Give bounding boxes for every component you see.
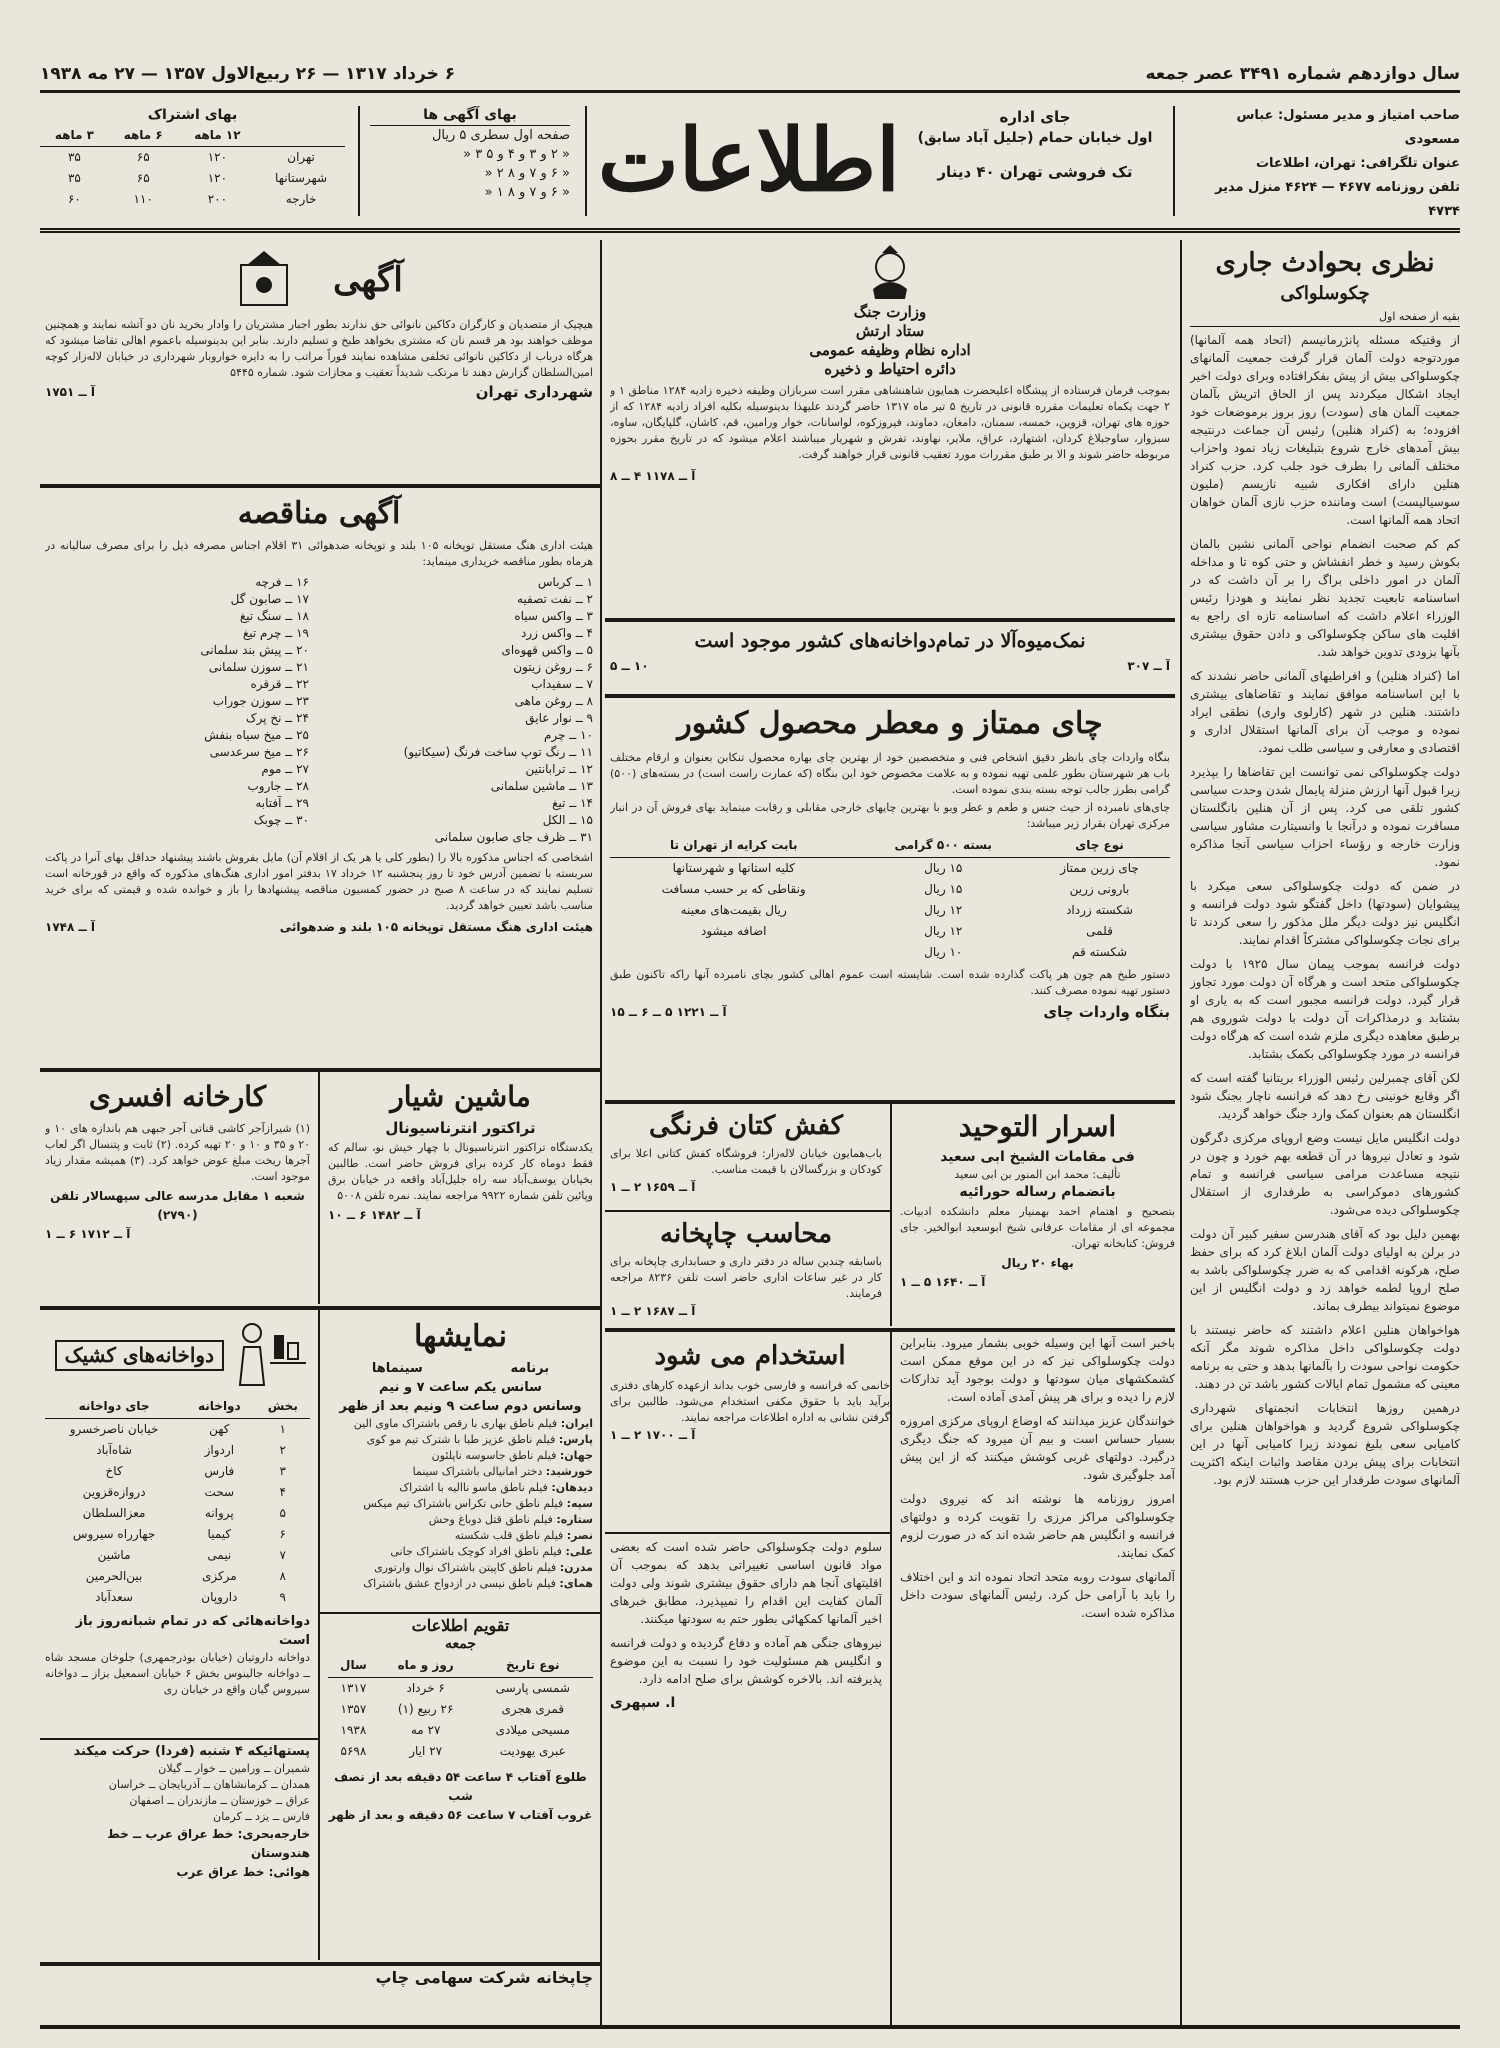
article-paragraph: دولت فرانسه بموجب پیمان سال ۱۹۲۵ با دولت چکوسلواکی متحد است و هرگاه آن دولت مورد تجاوز قرار گیرد. دولت فرانسه مجبور است که به یاری او بشتابد و درمذاکرات آن دولت با دولت شوروی هم برطبق معاهده دیگری ملزم شده است که هرگاه دولت فرانسه در مورد چکوسلواکی بکمک بشتابد.: [1190, 957, 1460, 1061]
tea-cell: ونقاطی که بر حسب مسافت: [661, 882, 806, 896]
issue-info: سال دوازدهم شماره ۳۴۹۱ عصر جمعه: [1145, 64, 1460, 84]
tea-cell: کلیه استانها و شهرستانها: [672, 861, 795, 875]
cinema-name: همای:: [559, 1577, 593, 1590]
middle-article: [900, 1334, 1175, 2024]
notice-ref: آ ــ ۱۷۵۱: [45, 385, 95, 399]
ad-rates-title: بهای آگهی ها: [370, 106, 570, 126]
sunset: غروب آفتاب ۷ ساعت ۵۶ دقیقه و بعد از ظهر: [328, 1808, 593, 1822]
salt-ad: [610, 625, 1170, 690]
tender-item: ۹ ــ نوار عایق: [525, 711, 593, 725]
calendar-cell: ۱۳۵۷: [340, 1702, 367, 1716]
cinema-item: [328, 1480, 593, 1496]
tractor-subtitle: تراکتور انترناسیونال: [385, 1119, 536, 1137]
pharmacy-cell: کهن: [209, 1422, 230, 1436]
tender-ad: [45, 490, 593, 1062]
pharmacy-banner: دواخانه‌های کشیک: [55, 1340, 224, 1371]
cinema-item: [328, 1432, 593, 1448]
cinema-name: دیدهان:: [551, 1481, 593, 1494]
pharmacy-note: دواخانه داروتیان (خیابان بوذرجمهری) جلوخان مسجد شاه ــ دواخانه جالینوس بخش ۶ خیابان اسمعیل بزاز ــ دواخانه سیروس گیان واقع در خیابان ری: [45, 1651, 310, 1696]
tea-cell: ریال بقیمت‌های معینه: [680, 903, 787, 917]
sub-cell: ۱۱۰: [133, 192, 153, 206]
article-title: نظری بحوادث جاری: [1215, 248, 1435, 278]
post-air: هوائی: خط عراق عرب: [176, 1865, 310, 1879]
tawhid-subtitle: فی مقامات الشیخ ابی سعید: [940, 1149, 1135, 1165]
accountant-title: محاسب چاپخانه: [659, 1219, 833, 1249]
office-address: اول خیابان حمام (جلیل آباد سابق): [917, 130, 1153, 146]
pharmacy-cell: خیابان ناصرخسرو: [69, 1422, 159, 1436]
tender-item: ۱۱ ــ رنگ توپ ساخت فرنگ (سیکاتیو): [403, 745, 593, 759]
cinema-desc: فیلم ناطق جاسوسه ناپلئون: [431, 1449, 557, 1462]
tea-cell: ۱۵ ریال: [924, 861, 963, 875]
pharmacist-illustration-icon: [230, 1315, 310, 1395]
notice-body: هیچیک از متصدیان و کارگران دکاکین نانوائی حق ندارند بطور اجبار مشتریان را وادار بخرید نان دو آتشه نمایند و همچنین موظف خواهند بود هر قسم نان که مشتری بخواهد طبخ و تسلیم دارند. بنابر این بدینوسیله باعموم اهالی تقاضا میشود که هرگاه درباب از دکاکین نانوائی تخلفی مشاهده نمایند فوراً مراتب را به دایره خواروبار شهرداری در خیابان لاله‌زار کوچه امین‌السلطان گزارش دهند تا مرتکب شدیداً تعقیب و مجازات شود. شماره ۵۴۴۵: [45, 318, 593, 379]
cinema-item: [328, 1496, 593, 1512]
tender-item: ۲۹ ــ آفتابه: [255, 796, 309, 810]
cinema-name: ستاره:: [556, 1513, 593, 1526]
employment-ref: آ ــ ۱۷۰۰ ۲ ــ ۱: [610, 1428, 696, 1442]
pharmacy-cell: ۱: [279, 1422, 286, 1436]
pharmacy-header: دواخانه: [183, 1395, 255, 1419]
sub-header: [257, 125, 345, 147]
newspaper-logo: اطلاعات: [597, 110, 900, 211]
bakery-notice: [45, 245, 593, 480]
tawhid-title: اسرار التوحید: [958, 1110, 1117, 1143]
calendar-table: [328, 1654, 593, 1762]
tea-header: بابت کرایه از تهران تا: [610, 834, 857, 858]
tea-cell: ۱۲ ریال: [924, 903, 963, 917]
tractor-body: یکدستگاه تراکتور انترناسیونال با چهار خیش نو، سالم که فقط دوماه کار کرده برای فروش حاضر است. طالبین بخیابان یوسف‌آباد سه راه جلیل‌آباد واقعه در خیابان برق وپائین تلفن شماره ۹۹۲۲ مراجعه نمایند. نمره تلفن ۵۰۰۸: [328, 1141, 593, 1202]
ad-rate-row: صفحه اول سطری ۵ ریال: [431, 128, 570, 143]
calendar-title: تقویم اطلاعات: [411, 1616, 510, 1635]
pharmacy-cell: ۹: [279, 1590, 286, 1604]
tender-intro: هیئت اداری هنگ مستقل توپخانه ۱۰۵ بلند و توپخانه ضدهوائی ۳۱ اقلام اجناس مصرفه ذیل را برای مصرف سالیانه در هرماه بطور مناقصه خریداری مینماید:: [45, 539, 593, 568]
cinema-desc: فیلم ناطق حانی تکراس باشتراک تیم میکس: [363, 1497, 564, 1510]
cinema-item: [328, 1576, 593, 1592]
pharmacy-cell: نیمی: [207, 1548, 232, 1562]
tender-item: ۱۲ ــ ترابانتین: [525, 762, 593, 776]
cinema-name: سپه:: [566, 1497, 593, 1510]
pharmacy-cell: اردواز: [204, 1443, 235, 1457]
sub-cell: ۶۰: [67, 192, 81, 206]
pharmacy-cell: فارس: [204, 1464, 235, 1478]
tender-item: ۱۳ ــ ماشین سلمانی: [490, 779, 593, 793]
notice-title: آگهی: [333, 260, 403, 300]
tea-ad: [610, 700, 1170, 1095]
cinema-desc: فیلم ناطق قلب شکسته: [454, 1529, 564, 1542]
workshop-ad: [45, 1075, 310, 1303]
tender-item: ۳۱ ــ ظرف جای صابون سلمانی: [434, 830, 593, 844]
pharmacy-listings: [45, 1315, 310, 1735]
calendar-cell: ۱۳۱۷: [340, 1681, 367, 1695]
tea-cell: شکسته زرداد: [1066, 903, 1133, 917]
tender-item: ۱ ــ کرباس: [537, 575, 593, 589]
accountant-ref: آ ــ ۱۶۸۷ ۲ ــ ۱: [610, 1304, 696, 1318]
sub-cell: ۱۲۰: [207, 150, 228, 164]
post-foreign: خارجه‌بحری: خط عراق عرب ــ خط هندوستان: [107, 1827, 310, 1860]
cinema-listings: [328, 1315, 593, 1610]
tender-item: ۲۴ ــ نخ پرک: [245, 711, 309, 725]
cinema-desc: دختر امانیالی باشتراک سینما: [412, 1465, 543, 1478]
calendar-header: روز و ماه: [379, 1654, 473, 1678]
cinema-name: مدرن:: [559, 1561, 593, 1574]
tender-item: ۱۰ ــ چرم: [543, 728, 593, 742]
tender-item: ۴ ــ واکس زرد: [520, 626, 593, 640]
issue-date: ۶ خرداد ۱۳۱۷ — ۲۶ ربیع‌الاول ۱۳۵۷ — ۲۷ مه ۱۹۳۸: [40, 64, 456, 84]
cinema-desc: فیلم ناطق افراد کوچک باشتراک جانی: [390, 1545, 562, 1558]
article-paragraph: دولت انگلیس مایل نیست وضع اروپای مرکزی دگرگون شود و تعادل نیروها در آن قطعه بهم خورد و چون در نتیجه مساعدت مرامی سیاسی فرانسه و تمام کشورهای دموکراسی به طرفداری از استقلال چکوسلواکی دیده می‌شود.: [1190, 1131, 1460, 1217]
sub-cell: ۱۲۰: [207, 171, 228, 185]
continued-note: بقیه از صفحه اول: [1190, 307, 1460, 327]
tender-item: ۲۲ ــ قرقره: [250, 677, 309, 691]
tractor-title: ماشین شیار: [390, 1080, 531, 1113]
ministry-body: بموجب فرمان فرستاده از پیشگاه اعلیحضرت همایون شاهنشاهی مقرر است سربازان وظیفه ذخیره زادیه ۱۲۸۴ مناطق ۱ و ۲ جهت یکماه تعلیمات مقرره قانونی در تاریخ ۵ تیر ماه ۱۳۱۷ حاضر گردند علیهذا بدینوسیله بکلیه افراد زادیه ۱۲۸۴ که از حوزه های تهران، قزوین، خمسه، سمنان، دامغان، دماوند، فیروزکوه، لواسانات، خوار ورامین، قم، کاشان، گلپایگان، ساوه، سبزوار، ساوجبلاغ کردان، اشتهارد، عراق، ملایر، نهاوند، تفرش و شهریار میباشند اعلام میشود که در تاریخ مقرر بحوزه مربوطه حاضر شوند و الا بر طبق مقررات مورد تعقیب قانونی قرار خواهند گرفت.: [610, 384, 1170, 461]
cinema-desc: فیلم ناطق قتل دوباغ وحش: [428, 1513, 553, 1526]
workshop-address: شعبه ۱ مقابل مدرسه عالی سپهسالار تلفن (۲۷۹۰): [50, 1189, 305, 1222]
accountant-body: باسابقه چندین ساله در دفتر داری و حسابداری چاپخانه برای کار در غیر ساعات اداری حاضر است تلفن ۸۲۳۶ مراجعه فرمایند.: [610, 1255, 882, 1300]
salt-ad-ref: آ ــ ۳۰۷: [1127, 659, 1170, 673]
tawhid-ad: [900, 1106, 1175, 1324]
tender-item: ۶ ــ روغن زیتون: [513, 660, 593, 674]
cinema-name: علی:: [565, 1545, 593, 1558]
tender-item: ۲۷ ــ موم: [261, 762, 309, 776]
calendar-cell: قمری هجری: [501, 1702, 565, 1716]
masthead-strip: [40, 62, 1460, 93]
pharmacy-cell: سحت: [204, 1485, 235, 1499]
telegraph-line: عنوان تلگرافی: تهران، اطلاعات: [1255, 156, 1460, 171]
session-time: سانس یکم ساعت ۷ و نیم: [379, 1380, 542, 1395]
pharmacy-table: [45, 1395, 310, 1608]
article-paragraph: در ضمن که دولت چکوسلواکی سعی میکرد با پیشوایان (سودتها) داخل گفتگو شود دولت فرانسه و انگلیس نیز دولت دیگر ملل مذکور را سعی کردند تا برای نجات چکوسلواکی مشترکاً اقدام نمایند.: [1190, 879, 1460, 947]
notice-signature: شهرداری تهران: [475, 383, 593, 401]
tender-item: ۲۳ ــ سوزن جوراب: [212, 694, 309, 708]
accountant-ad: [610, 1214, 882, 1324]
sub-cell: خارجه: [285, 192, 317, 206]
ministry-ref: آ ــ ۱۱۷۸ ۴ ــ ۸: [610, 469, 696, 483]
tender-item: ۷ ــ سفیداب: [531, 677, 593, 691]
tawhid-extra: باتضمام رساله حورائیه: [959, 1184, 1116, 1200]
article-paragraph: از وقتیکه مسئله پانژرمانیسم (اتحاد همه آلمانها) موردتوجه دولت آلمان قرار گرفت جمعیت آلمانهای چکوسلواکی بیش از پیش بفکرافتاده وبرای دولت اخیر ایجاد اشکال میکردند پس از الحاق اتریش بآلمان جمعیت آلمان های (سودت) روز بروز برموضعات خود افزوده؛ به (کنراد هنلین) رئیس آن جماعت درنتیجه بیش آمدهای خارج شروع بتبلیغات زیاد نمود واحزاب مختلف آلمانی را بطرف خود جلب کرد. حزب کنراد هنلین دارای افکاری شبیه نازیسم (ملیون سوسیالیست) است وماننده حزب نازی آلمان خواهان اتحاد همه آلمانها است.: [1190, 333, 1460, 527]
owner-line: صاحب امتیاز و مدیر مسئول: عباس مسعودی: [1236, 108, 1460, 147]
shoes-ad: [610, 1106, 882, 1206]
tea-cell: [610, 942, 857, 963]
calendar-cell: ۲۷ مه: [410, 1723, 441, 1737]
pharmacy-cell: ۵: [279, 1506, 286, 1520]
tea-cell: چای زرین ممتاز: [1060, 861, 1139, 875]
middle-article-left: [610, 1538, 882, 2024]
ad-rate-row: « ۲ و ۳ و ۴ و ۵ ۳ «: [463, 147, 570, 162]
tawhid-price: بهاء ۲۰ ریال: [1001, 1256, 1074, 1270]
tea-ad-body: بنگاه واردات چای بانظر دقیق اشخاص فنی و متخصصین خود از بهترین چای بهاره محصول تنکابن بعنوان و ارقام مختلف باب هر شهرستان بطور علمی تهیه نموده و به علامت مخصوص خود این بنگاه (که عمارت راست است) در بسته‌های (۵۰۰) گرامی بطرز جالب توجه بسته بندی نموده است.: [610, 751, 1170, 796]
article-paragraph: درهمین روزها انتخابات انجمنهای شهرداری چکوسلواکی شروع گردید و هواخواهان هنلین برای کامیابی سعی بلیغ نمودند زیرا کامیابی آنها در این انتخابات برای پیش بردن مقاصد واثبات اینکه اکثریت آلمانهای سودت طرفدار این حزب هستند لازم بود.: [1190, 1401, 1460, 1487]
article-paragraph: کم کم صحبت انضمام نواحی آلمانی نشین بالمان بکوش رسید و خطر انفشاش و حتی کوه تا و مداخله آلمان در امور داخلی براگ را بر آن داشت که در اساسنامه تابعیت تجدید نظر نمایند و هودزا رئیس الوزراء اعلام داشت که اساسنامه تازه ای راجع به اقلیت های ساکن چکوسلواکی و دادن حقوق بیشتری بآنها بزودی تدوین خواهد شد.: [1190, 537, 1460, 659]
pharmacy-cell: ۳: [279, 1464, 286, 1478]
subscription-table: [40, 125, 345, 210]
pharmacy-cell: بین‌الحرمین: [85, 1569, 143, 1583]
tender-item: ۸ ــ روغن ماهی: [514, 694, 593, 708]
tender-title: آگهی مناقصه: [237, 496, 401, 531]
cinema-desc: فیلم ناطق بهاری با رقص باشتراک ماوی الین: [353, 1417, 558, 1430]
tender-item: ۲۱ ــ سوزن سلمانی: [208, 660, 309, 674]
middle-article-paragraph: سلوم دولت چکوسلواکی حاضر شده است که بعضی مواد قانون اساسی تغییراتی بدهد که بموجب آن اقلیتهای آنجا هم دارای حقوق بیشتری شوند ولی دولت آلمان کفایت این اقدام را نمیپذیرد. مطابق خبرهای اخیر آلمانها کمکهائی بطور حتم به سودتها میکنند.: [610, 1540, 882, 1626]
tender-item: ۲۰ ــ پیش بند سلمانی: [200, 643, 309, 657]
middle-article-paragraph: خوانندگان عزیز میدانند که اوضاع اروپای مرکزی امروزه بسیار حساس است و بیم آن میرود که جنگ دیگری درگیرد. دولتهای غربی کوشش میکنند که از این پیش آمد جلوگیری شود.: [900, 1414, 1175, 1482]
employment-body: خانمی که فرانسه و فارسی خوب بداند ازعهده کارهای دفتری برآید باید با حقوق مکفی استخدام می‌شود. طالبین برای گرفتن نشانی به اداره اطلاعات مراجعه نمایند.: [610, 1379, 890, 1424]
cinema-item: [328, 1560, 593, 1576]
pharmacy-header: بخش: [256, 1395, 310, 1419]
tender-item: ۱۹ ــ چرم تیغ: [242, 626, 309, 640]
masthead: [40, 98, 1460, 233]
cinema-name: نصر:: [566, 1529, 593, 1542]
pharmacy-cell: جهارراه سیروس: [72, 1527, 156, 1541]
sub-header: ۳ ماهه: [40, 125, 109, 147]
workshop-body: (۱) شیرازآجر کاشی قناتی آجر جبهی هم باندازه های ۱۰ و ۲۰ و ۳۵ و ۱۰ و ۲۰ تهیه کرده. (۲) ثابت و پتنسال اگر لعاب آجرها ریخت مبلغ عوض خواهد کرد. (۳) همیشه مقدار زیاد موجود است.: [45, 1122, 310, 1183]
post-line: شمیران ــ ورامین ــ خوار ــ گیلان: [158, 1762, 310, 1775]
pharmacy-cell: ۴: [279, 1485, 286, 1499]
tractor-ref: آ ــ ۱۴۸۲ ۶ ــ ۱۰: [328, 1208, 421, 1222]
cinema-name: خورشید:: [545, 1465, 593, 1478]
sunrise: طلوع آفتاب ۴ ساعت ۵۴ دقیقه بعد از نصف شب: [334, 1770, 587, 1803]
calendar-cell: ۲۶ ربیع (۱): [397, 1702, 454, 1716]
middle-article-author: ا. سپهری: [610, 1695, 676, 1711]
cinema-item: [328, 1416, 593, 1432]
tea-ad-body: دستور طبخ هم چون هر پاکت گذارده شده است. شایسته است عموم اهالی کشور بچای نامبرده آنها راکه تاکنون طبق دستور تهیه نموده مصرف کنند.: [610, 968, 1170, 997]
pharmacy-cell: معزالسلطان: [82, 1506, 146, 1520]
calendar-cell: ۶ خرداد: [406, 1681, 445, 1695]
tender-list-right: [329, 574, 593, 829]
tender-item: ۲۵ ــ میخ سیاه بنفش: [204, 728, 309, 742]
pharmacy-note-title: دواخانه‌هائی که در تمام شبانه‌روز باز است: [75, 1614, 310, 1648]
pharmacy-cell: دروازه‌قزوین: [82, 1485, 146, 1499]
tender-item: ۱۵ ــ الکل: [542, 813, 593, 827]
printer-name: چاپخانه شرکت سهامی چاپ: [375, 1968, 593, 1987]
tender-item: ۳ ــ واکس سیاه: [514, 609, 593, 623]
tender-signature: هیئت اداری هنگ مستقل توپخانه ۱۰۵ بلند و ضدهوائی: [279, 920, 593, 934]
ad-rate-row: « ۶ و ۷ و ۸ ۱ «: [484, 185, 570, 200]
calendar-header: نوع تاریخ: [473, 1654, 593, 1678]
pharmacy-cell: ۷: [279, 1548, 286, 1562]
single-price: تک فروشی تهران ۴۰ دینار: [937, 163, 1133, 181]
tea-cell: قلمی: [1086, 924, 1113, 938]
article-paragraph: اما (کنراد هنلین) و افراطیهای آلمانی حاضر نشدند که با این اساسنامه موافق نمایند و تقاضاهای بیشتری داشتند. هنلین در شهر (کارلوی واری) نطقی ایراد نموده و موجب آن برای آلمانها استقلال اداری و اقتصادی و معارفی و سیاسی طلب نمود.: [1190, 669, 1460, 755]
tender-item: ۱۶ ــ فرچه: [255, 575, 309, 589]
pharmacy-cell: مرکزی: [201, 1569, 237, 1583]
tawhid-author: تألیف: محمد ابن المنور بن ابی سعید: [954, 1168, 1121, 1181]
tender-ref: آ ــ ۱۷۴۸: [45, 920, 95, 934]
phones-line: تلفن روزنامه ۴۶۷۷ — ۴۶۲۴ منزل مدیر ۴۷۳۴: [1215, 180, 1460, 219]
article-paragraph: بهمین دلیل بود که آقای هندرسن سفیر کبیر آن دولت در برلن به اولیای دولت آلمان ابلاغ کرد که برای حفظ صلح، هرکونه اقدامی که به ضرر چکوسلواکی باشد به صلح اروپا لطمه خواهد زد و دولت انگلیس از این موضوع نمیتواند بیطرف بماند.: [1190, 1227, 1460, 1313]
sub-cell: تهران: [287, 150, 315, 164]
calendar-cell: ۱۹۳۸: [340, 1723, 367, 1737]
salt-ad-ref2: ۱۰ ــ ۵: [610, 659, 649, 673]
cinema-name: ایران:: [560, 1417, 593, 1430]
analysis-article: [1190, 245, 1460, 2025]
tea-ad-title: چای ممتاز و معطر محصول کشور: [677, 706, 1103, 741]
pharmacy-cell: ماشین: [97, 1548, 131, 1562]
sub-cell: شهرستانها: [275, 171, 328, 185]
salt-ad-text: نمک‌میوه‌آلا در تمام‌دواخانه‌های کشور موجود است: [694, 630, 1086, 652]
sub-cell: ۲۰۰: [207, 192, 228, 206]
article-paragraph: دولت چکوسلواکی نمی توانست این تقاضاها را بپذیرد زیرا قبول آنها ارزش منزلة پایمال شدن وحدت سیاسی کشور تلقی می کرد. پس از آن هنلین بانگلستان مسافرت نموده و درآنجا با وانسیتارت مشاور سیاسی وزارت خارجه و رؤساء احزاب سیاسی آنجا مذاکره نمود.: [1190, 765, 1460, 869]
tawhid-body: بتصحیح و اهتمام احمد بهمنیار معلم دانشکده ادبیات. مجموعه ای از مقامات عرفانی شیخ ابوسعید ابوالخیر. جای فروش: کتابخانه تهران.: [900, 1205, 1175, 1250]
article-subtitle: چکوسلواکی: [1280, 283, 1370, 304]
cinema-desc: فیلم ناطق عزیز طبا با شترک تیم مو کوی: [366, 1433, 556, 1446]
ad-rate-row: « ۶ و ۷ و ۸ ۲ «: [484, 166, 570, 181]
tender-item: ۱۸ ــ سنگ تیغ: [239, 609, 309, 623]
cinema-item: [328, 1448, 593, 1464]
tender-item: ۲۶ ــ میخ سرعدسی: [209, 745, 309, 759]
tea-header: بسته ۵۰۰ گرامی: [857, 834, 1029, 858]
article-paragraph: هواخواهان هنلین اعلام داشتند که حاضر نیستند با دولت چکوسلواکی داخل مذاکره شوند مگر آنکه حکومت نواحی سودت را بآلمانها بدهد و حتی به برنامه معینی که مشمول تمام ایالات کشور باشد تن در دهند.: [1190, 1323, 1460, 1391]
calendar: [328, 1616, 593, 1956]
pharmacy-cell: پروانه: [204, 1506, 234, 1520]
pharmacy-cell: ۸: [279, 1569, 286, 1583]
sub-cell: ۳۵: [67, 150, 81, 164]
tender-list-left: [45, 574, 309, 829]
shoes-body: باب‌همایون خیابان لاله‌زار: فروشگاه کفش کتانی اعلا برای کودکان و بزرگسالان با قیمت مناسب.: [610, 1147, 882, 1176]
pharmacy-cell: ۲: [279, 1443, 286, 1457]
ministry-notice: [610, 245, 1170, 615]
lion-and-sun-emblem-icon: [855, 245, 925, 303]
post-line: عراق ــ خوزستان ــ مازندران ــ اصفهان: [129, 1794, 310, 1807]
cinema-desc: فیلم ناطق نیسی در ازدواج عشق باشتراک: [363, 1577, 556, 1590]
tender-item: ۱۷ ــ صابون گل: [230, 592, 309, 606]
middle-article-paragraph: نیروهای جنگی هم آماده و دفاع گردیده و دولت فرانسه و انگلیس هم مسئولیت خود را نسبت به این موضوع پذیرفته اند. بالاخره کوشش برای صلح ادامه دارد.: [610, 1636, 882, 1686]
ministry-heading: وزارت جنگ: [853, 303, 927, 321]
tea-cell: ۱۰ ریال: [924, 945, 963, 959]
calendar-cell: عبری یهودیت: [499, 1744, 566, 1758]
middle-article-paragraph: آلمانهای سودت روبه متحد اتحاد نموده اند و این اختلاف را باید با آرامی حل کرد. رئیس آلمانهای سودت داخل مذاکره شده است.: [900, 1570, 1175, 1620]
tender-item: ۵ ــ واکس قهوه‌ای: [501, 643, 593, 657]
pharmacy-cell: سعدآباد: [95, 1590, 133, 1604]
cinema-item: [328, 1512, 593, 1528]
shoes-title: کفش کتان فرنگی: [648, 1111, 844, 1141]
post-line: فارس ــ یزد ــ کرمان: [213, 1810, 310, 1823]
cinema-title: نمایشها: [414, 1319, 507, 1354]
sub-cell: ۶۵: [136, 171, 150, 185]
calendar-header: سال: [328, 1654, 379, 1678]
cinema-name: پارس:: [558, 1433, 593, 1446]
shoes-ref: آ ــ ۱۶۵۹ ۲ ــ ۱: [610, 1180, 696, 1194]
tawhid-ref: آ ــ ۱۶۴۰ ۵ ــ ۱: [900, 1275, 986, 1289]
tea-ref: آ ــ ۱۲۲۱ ۵ ــ ۶ ــ ۱۵: [610, 1005, 727, 1019]
tea-cell: اضافه میشود: [701, 924, 767, 938]
employment-title: استخدام می شود: [654, 1341, 846, 1371]
post-title: پستهائیکه ۴ شنبه (فردا) حرکت میکند: [73, 1744, 310, 1759]
program-label: برنامه: [510, 1361, 550, 1376]
tender-item: ۱۴ ــ تیغ: [552, 796, 593, 810]
pharmacy-cell: شاه‌آباد: [96, 1443, 132, 1457]
sub-header: ۶ ماهه: [109, 125, 178, 147]
article-paragraph: لکن آقای چمبرلین رئیس الوزراء بریتانیا گفته است که اگر وقایع خونینی رخ دهد که فرانسه ناچار بجنگ شود انگلستان هم بعنوان کمک وارد جنگ خواهد گردید.: [1190, 1071, 1460, 1121]
cinema-desc: فیلم ناطق کاپیتن باشتراک نوال وارتوری: [374, 1561, 557, 1574]
tea-cell: ۱۵ ریال: [924, 882, 963, 896]
post-line: همدان ــ کرمانشاهان ــ آذربایجان ــ خراسان: [108, 1778, 310, 1791]
pharmacy-cell: کیمیا: [207, 1527, 232, 1541]
tea-price-table: [610, 834, 1170, 963]
printer-credit: [45, 1968, 593, 1998]
subscription-title: بهای اشتراک: [147, 107, 238, 123]
cinema-item: [328, 1544, 593, 1560]
calendar-cell: شمسی پارسی: [495, 1681, 570, 1695]
ministry-heading: ستاد ارتش: [855, 322, 925, 340]
tea-agency: بنگاه واردات چای: [1043, 1003, 1170, 1021]
pharmacy-cell: کاخ: [105, 1464, 123, 1478]
sub-header: ۱۲ ماهه: [178, 125, 258, 147]
tender-item: ۳۰ ــ چوبک: [253, 813, 309, 827]
tea-ad-body: چای‌های نامبرده از حیث جنس و طعم و عطر وبو با بهترین چایهای خارجی مقابلی و رقابت مینماید بهای فروش آن در انبار مرکزی تهران بقرار زیر میباشد:: [610, 801, 1170, 830]
post-schedule: [45, 1742, 310, 1957]
middle-article-paragraph: امروز روزنامه ها نوشته اند که نیروی دولت چکوسلواکی مراکز مرزی را تقویت کرده و دولتهای فرانسه و انگلیس هم حاضر شده اند که در صورت لزوم کمک نمایند.: [900, 1492, 1175, 1560]
session-time: وسانس دوم ساعت ۹ ونیم بعد از ظهر: [339, 1399, 582, 1414]
calendar-cell: مسیحی میلادی: [495, 1723, 570, 1737]
calendar-cell: ۲۷ ایار: [409, 1744, 443, 1758]
ministry-heading: دائره احتیاط و ذخیره: [824, 360, 956, 378]
cinema-item: [328, 1528, 593, 1544]
middle-article-paragraph: باخبر است آنها این وسیله خوبی بشمار میرود. بنابراین دولت چکوسلواکی نیز که در این موقع ممکن است کشمکشهای میان سودتها و دولت بوجود آید تدارکات لازم را دیده و برای هر پیش آمدی آماده است.: [900, 1336, 1175, 1404]
tea-cell: ۱۲ ریال: [924, 924, 963, 938]
tender-body: اشخاصی که اجناس مذکوره بالا را (بطور کلی یا هر یک از اقلام آن) مایل بفروش باشند پیشنهاد حداقل بهای آنرا در پاکت سربسته با تضمین آدرس خود تا روز پنجشنبه ۱۲ خرداد ۱۷ بدفتر امور اداری هنگ‌های مذکوره که واقع در قورخانه است تسلیم نمایند که در ساعت ۸ صبح در حضور کمسیون مناقصه پیشنهادها را باز و خوانده شده و قیمتی که برای خرید مناسب باشد تعیین خواهد گردید.: [45, 851, 593, 912]
ministry-heading: اداره نظام وظیفه عمومی: [809, 341, 971, 359]
tender-item: ۲ ــ نفت تصفیه: [517, 592, 593, 606]
tender-item: ۲۸ ــ جاروب: [247, 779, 309, 793]
sub-cell: ۳۵: [67, 171, 81, 185]
workshop-title: کارخانه افسری: [88, 1080, 267, 1113]
cinema-item: [328, 1464, 593, 1480]
program-label: سینماها: [371, 1361, 423, 1376]
sub-cell: ۶۵: [136, 150, 150, 164]
cinema-desc: فیلم ناطق ماسو ناالیه با اشتراک: [399, 1481, 548, 1494]
pharmacy-header: جای دواخانه: [45, 1395, 183, 1419]
office-label: جای اداره: [999, 108, 1071, 126]
tractor-ad: [328, 1075, 593, 1303]
calendar-cell: ۵۶۹۸: [340, 1744, 367, 1758]
calendar-day: جمعه: [444, 1636, 476, 1652]
workshop-ref: آ ــ ۱۷۱۲ ۶ ــ ۱: [45, 1227, 131, 1241]
municipal-emblem-icon: [235, 247, 293, 313]
tea-cell: شکسته قم: [1072, 945, 1127, 959]
pharmacy-cell: ۶: [279, 1527, 286, 1541]
employment-ad: [610, 1334, 890, 1530]
pharmacy-cell: داروپان: [201, 1590, 238, 1604]
cinema-name: جهان:: [559, 1449, 593, 1462]
tea-header: نوع چای: [1029, 834, 1170, 858]
tea-cell: بارونی زرین: [1069, 882, 1130, 896]
